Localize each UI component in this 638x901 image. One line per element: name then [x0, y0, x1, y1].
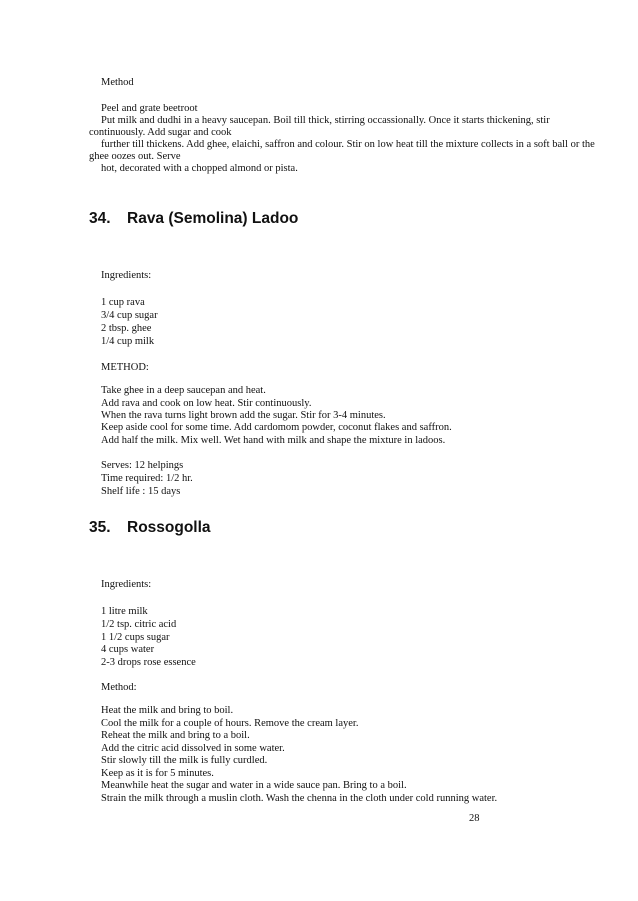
method-line: Peel and grate beetroot — [101, 103, 198, 114]
method-step: Take ghee in a deep saucepan and heat. — [101, 385, 266, 396]
ingredient-item: 1 1/2 cups sugar — [101, 632, 170, 643]
ingredient-item: 1 litre milk — [101, 606, 148, 617]
ingredient-item: 1/2 tsp. citric acid — [101, 619, 177, 630]
method-line: ghee oozes out. Serve — [89, 151, 181, 162]
recipe-35-heading — [89, 519, 211, 537]
method-step: Keep as it is for 5 minutes. — [101, 768, 214, 779]
method-label: Method — [101, 77, 134, 88]
ingredient-item: 3/4 cup sugar — [101, 310, 158, 321]
method-line: continuously. Add sugar and cook — [89, 127, 232, 138]
method-step: When the rava turns light brown add the sugar. Stir for 3-4 minutes. — [101, 410, 386, 421]
ingredient-item: 4 cups water — [101, 644, 155, 655]
ingredient-item: 1/4 cup milk — [101, 336, 155, 347]
method-line: further till thickens. Add ghee, elaichi, saffron and colour. Stir on low heat till the mixture collects in a soft ball or the — [101, 139, 595, 150]
ingredient-item: 2 tbsp. ghee — [101, 323, 152, 334]
ingredients-label: Ingredients: — [101, 270, 152, 281]
method-step: Meanwhile heat the sugar and water in a wide sauce pan. Bring to a boil. — [101, 780, 407, 791]
ingredient-item: 1 cup rava — [101, 297, 145, 308]
recipe-35-number: 35. — [89, 519, 111, 536]
method-step: Add rava and cook on low heat. Stir continuously. — [101, 398, 312, 409]
method-step: Strain the milk through a muslin cloth. Wash the chenna in the cloth under cold running water. — [101, 793, 498, 804]
method-step: Add half the milk. Mix well. Wet hand with milk and shape the mixture in ladoos. — [101, 435, 446, 446]
recipe-info: Serves: 12 helpings — [101, 460, 184, 471]
method-step: Add the citric acid dissolved in some water. — [101, 743, 285, 754]
recipe-info: Shelf life : 15 days — [101, 486, 181, 497]
ingredients-label: Ingredients: — [101, 579, 152, 590]
method-step: Reheat the milk and bring to a boil. — [101, 730, 250, 741]
method-step: Keep aside cool for some time. Add cardomom powder, coconut flakes and saffron. — [101, 422, 452, 433]
page-number: 28 — [469, 813, 480, 824]
recipe-34-title: Rava (Semolina) Ladoo — [127, 210, 299, 227]
recipe-35-title: Rossogolla — [127, 519, 211, 536]
recipe-34-number: 34. — [89, 210, 111, 227]
recipe-info: Time required: 1/2 hr. — [101, 473, 193, 484]
ingredient-item: 2-3 drops rose essence — [101, 657, 196, 668]
recipe-34-heading — [89, 210, 298, 228]
method-heading: METHOD: — [101, 362, 149, 373]
method-heading: Method: — [101, 682, 137, 693]
method-line: hot, decorated with a chopped almond or pista. — [101, 163, 298, 174]
method-step: Stir slowly till the milk is fully curdled. — [101, 755, 268, 766]
method-step: Heat the milk and bring to boil. — [101, 705, 234, 716]
method-line: Put milk and dudhi in a heavy saucepan. Boil till thick, stirring occassionally. Once it starts thickening, stir — [101, 115, 550, 126]
method-step: Cool the milk for a couple of hours. Remove the cream layer. — [101, 718, 359, 729]
